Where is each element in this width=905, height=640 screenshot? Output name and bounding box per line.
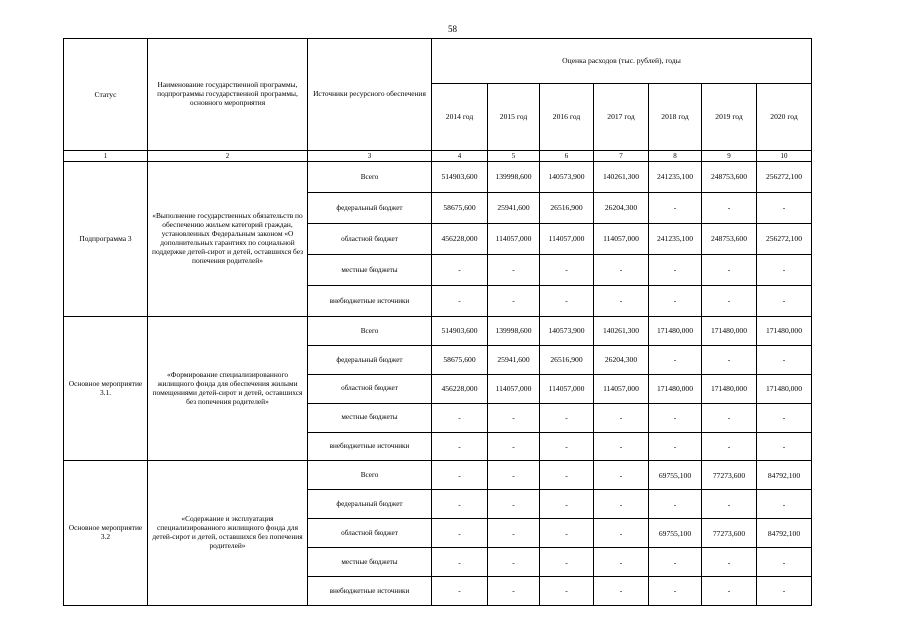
funding-source: федеральный бюджет [308, 192, 432, 223]
header-year: 2019 год [702, 84, 757, 151]
table-body [64, 162, 812, 606]
amount-cell: 140261,300 [594, 317, 649, 346]
amount-cell: - [432, 254, 488, 285]
amount-cell: - [757, 577, 812, 606]
amount-cell: 58675,600 [432, 192, 488, 223]
amount-cell: - [540, 285, 594, 316]
header-estimate: Оценка расходов (тыс. рублей), годы [432, 39, 812, 84]
amount-cell: 140573,900 [540, 317, 594, 346]
column-number: 4 [432, 151, 488, 162]
amount-cell: - [757, 285, 812, 316]
amount-cell: 139998,600 [488, 162, 540, 193]
amount-cell: - [702, 577, 757, 606]
section-status: Основное мероприятие 3.2 [64, 461, 148, 606]
amount-cell: - [594, 403, 649, 432]
amount-cell: - [432, 519, 488, 548]
amount-cell: 77273,600 [702, 519, 757, 548]
amount-cell: - [488, 490, 540, 519]
column-number: 3 [308, 151, 432, 162]
amount-cell: - [757, 345, 812, 374]
header-year: 2015 год [488, 84, 540, 151]
amount-cell: - [488, 254, 540, 285]
header-year: 2017 год [594, 84, 649, 151]
amount-cell: 114057,000 [488, 223, 540, 254]
amount-cell: 456228,000 [432, 374, 488, 403]
amount-cell: - [649, 577, 702, 606]
amount-cell: 171480,000 [702, 374, 757, 403]
header-status: Статус [64, 39, 148, 151]
amount-cell: - [702, 192, 757, 223]
amount-cell: - [432, 285, 488, 316]
amount-cell: - [540, 577, 594, 606]
column-number: 10 [757, 151, 812, 162]
amount-cell: 26516,900 [540, 345, 594, 374]
amount-cell: 26204,300 [594, 192, 649, 223]
amount-cell: - [757, 490, 812, 519]
amount-cell: 256272,100 [757, 223, 812, 254]
amount-cell: - [432, 548, 488, 577]
amount-cell: 69755,100 [649, 519, 702, 548]
amount-cell: - [432, 403, 488, 432]
amount-cell: - [594, 432, 649, 461]
amount-cell: - [488, 432, 540, 461]
amount-cell: 25941,600 [488, 345, 540, 374]
table-row [64, 317, 812, 346]
column-number: 9 [702, 151, 757, 162]
funding-source: Всего [308, 317, 432, 346]
column-number: 1 [64, 151, 148, 162]
section-name: «Выполнение государственных обязательств по обеспечению жильем категорий граждан, установленных Федеральным законом «О дополнительных гарантиях по социальной поддержке детей-сирот и детей, оставшихся без попечения родителей» [148, 162, 308, 317]
column-number: 8 [649, 151, 702, 162]
column-number: 7 [594, 151, 649, 162]
amount-cell: - [757, 403, 812, 432]
header-year: 2016 год [540, 84, 594, 151]
amount-cell: - [594, 461, 649, 490]
amount-cell: 26516,900 [540, 192, 594, 223]
amount-cell: 140261,300 [594, 162, 649, 193]
amount-cell: 256272,100 [757, 162, 812, 193]
amount-cell: - [540, 548, 594, 577]
amount-cell: - [488, 548, 540, 577]
amount-cell: - [594, 254, 649, 285]
amount-cell: - [594, 490, 649, 519]
funding-source: областной бюджет [308, 374, 432, 403]
column-number: 5 [488, 151, 540, 162]
header-year: 2014 год [432, 84, 488, 151]
funding-source: внебюджетные источники [308, 577, 432, 606]
amount-cell: 58675,600 [432, 345, 488, 374]
amount-cell: - [702, 345, 757, 374]
amount-cell: 140573,900 [540, 162, 594, 193]
funding-source: федеральный бюджет [308, 490, 432, 519]
amount-cell: - [649, 432, 702, 461]
amount-cell: - [649, 403, 702, 432]
funding-source: внебюджетные источники [308, 285, 432, 316]
amount-cell: - [702, 548, 757, 577]
amount-cell: - [757, 548, 812, 577]
amount-cell: - [702, 432, 757, 461]
amount-cell: - [702, 403, 757, 432]
funding-source: местные бюджеты [308, 403, 432, 432]
amount-cell: - [757, 432, 812, 461]
amount-cell: 114057,000 [540, 374, 594, 403]
amount-cell: 25941,600 [488, 192, 540, 223]
amount-cell: - [594, 285, 649, 316]
amount-cell: - [757, 254, 812, 285]
amount-cell: - [432, 490, 488, 519]
header-sources: Источники ресурсного обеспечения [308, 39, 432, 151]
amount-cell: 171480,000 [702, 317, 757, 346]
amount-cell: - [488, 285, 540, 316]
amount-cell: - [594, 519, 649, 548]
amount-cell: - [649, 345, 702, 374]
column-number: 2 [148, 151, 308, 162]
page-number: 58 [448, 24, 457, 34]
amount-cell: - [540, 403, 594, 432]
amount-cell: 84792,100 [757, 519, 812, 548]
amount-cell: - [594, 577, 649, 606]
amount-cell: - [702, 285, 757, 316]
amount-cell: 514903,600 [432, 317, 488, 346]
amount-cell: - [649, 285, 702, 316]
funding-source: местные бюджеты [308, 254, 432, 285]
table-row [64, 461, 812, 490]
amount-cell: 114057,000 [488, 374, 540, 403]
funding-source: внебюджетные источники [308, 432, 432, 461]
funding-source: областной бюджет [308, 519, 432, 548]
amount-cell: - [649, 192, 702, 223]
amount-cell: - [432, 461, 488, 490]
amount-cell: 84792,100 [757, 461, 812, 490]
amount-cell: 171480,000 [649, 317, 702, 346]
amount-cell: - [488, 461, 540, 490]
section-name: «Формирование специализированного жилищного фонда для обеспечения жилыми помещениями детей-сирот и детей, оставшихся без попечения родителей» [148, 317, 308, 461]
section-name: «Содержание и эксплуатация специализированного жилищного фонда для детей-сирот и детей, оставшихся без попечения родителей» [148, 461, 308, 606]
funding-source: местные бюджеты [308, 548, 432, 577]
amount-cell: 241235,100 [649, 223, 702, 254]
amount-cell: - [540, 432, 594, 461]
amount-cell: 114057,000 [594, 374, 649, 403]
funding-source: Всего [308, 461, 432, 490]
amount-cell: - [757, 192, 812, 223]
header-year: 2020 год [757, 84, 812, 151]
amount-cell: - [432, 432, 488, 461]
amount-cell: 514903,600 [432, 162, 488, 193]
amount-cell: - [540, 490, 594, 519]
amount-cell: 248753,600 [702, 162, 757, 193]
amount-cell: 69755,100 [649, 461, 702, 490]
table-row [64, 162, 812, 193]
amount-cell: - [540, 519, 594, 548]
amount-cell: - [649, 254, 702, 285]
section-status: Основное мероприятие 3.1. [64, 317, 148, 461]
amount-cell: - [488, 519, 540, 548]
amount-cell: 139998,600 [488, 317, 540, 346]
funding-source: областной бюджет [308, 223, 432, 254]
amount-cell: 171480,000 [757, 317, 812, 346]
amount-cell: - [540, 461, 594, 490]
amount-cell: 26204,300 [594, 345, 649, 374]
amount-cell: - [649, 490, 702, 519]
amount-cell: - [488, 577, 540, 606]
amount-cell: 77273,600 [702, 461, 757, 490]
amount-cell: 248753,600 [702, 223, 757, 254]
budget-table [63, 38, 812, 606]
amount-cell: 114057,000 [594, 223, 649, 254]
header-program-name: Наименование государственной программы, подпрограммы государственной программы, основного мероприятия [148, 39, 308, 151]
header-year: 2018 год [649, 84, 702, 151]
amount-cell: 241235,100 [649, 162, 702, 193]
amount-cell: - [594, 548, 649, 577]
section-status: Подпрограмма 3 [64, 162, 148, 317]
amount-cell: - [702, 254, 757, 285]
amount-cell: - [649, 548, 702, 577]
column-number-row [64, 151, 812, 162]
amount-cell: - [488, 403, 540, 432]
amount-cell: 456228,000 [432, 223, 488, 254]
amount-cell: 171480,000 [649, 374, 702, 403]
amount-cell: 171480,000 [757, 374, 812, 403]
amount-cell: 114057,000 [540, 223, 594, 254]
column-number: 6 [540, 151, 594, 162]
funding-source: Всего [308, 162, 432, 193]
amount-cell: - [432, 577, 488, 606]
amount-cell: - [540, 254, 594, 285]
funding-source: федеральный бюджет [308, 345, 432, 374]
amount-cell: - [702, 490, 757, 519]
